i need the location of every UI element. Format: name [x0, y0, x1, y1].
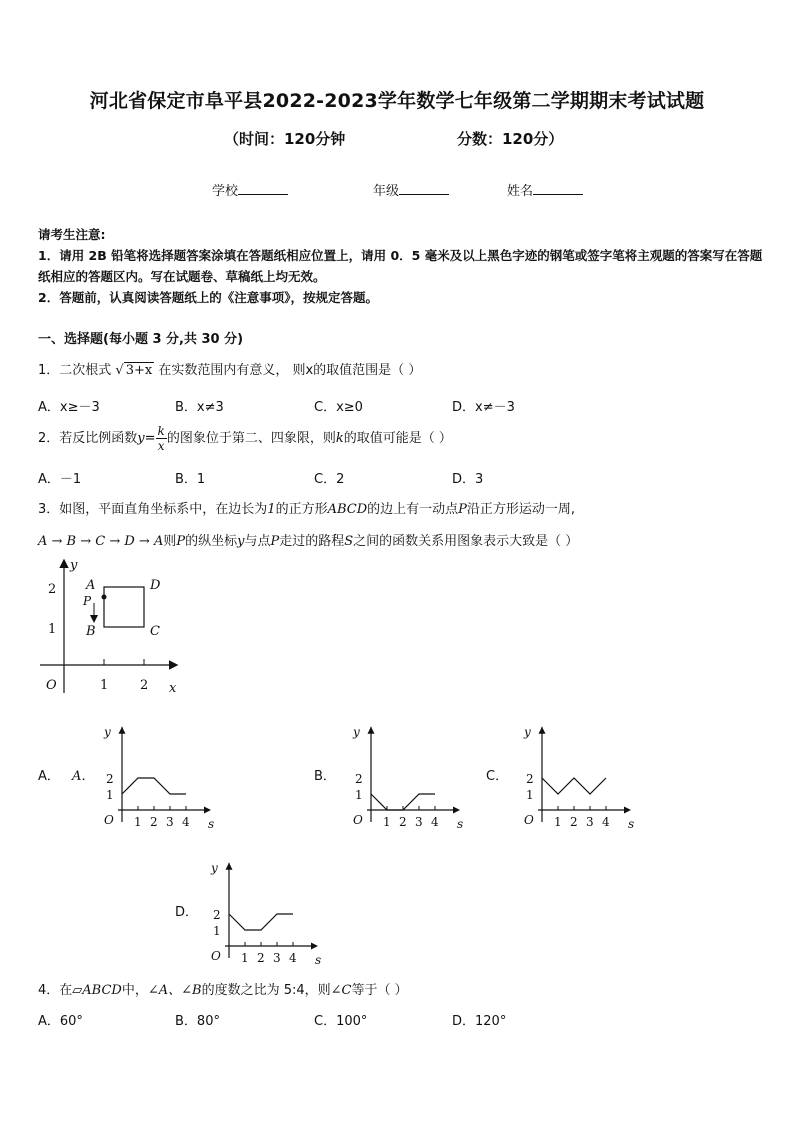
q3-option-a-extra: A． [72, 769, 95, 784]
q2-prefix: 2．若反比例函数 [38, 431, 138, 446]
q3-point-p-2: P [176, 534, 186, 549]
graph-y-tick-label-1: 1 [355, 788, 363, 802]
grade-blank[interactable] [399, 182, 449, 195]
exam-title: 河北省保定市阜平县2022-2023学年数学七年级第二学期期末考试试题 [89, 90, 705, 112]
exam-notes [38, 224, 764, 308]
s-axis-arrow [453, 807, 460, 814]
q1-option-d[interactable]: D．x≠－3 [452, 400, 515, 415]
graph-y-tick-label-2: 2 [526, 772, 534, 786]
question-3-line-2 [38, 530, 578, 549]
graph-s-label: s [457, 817, 464, 831]
grade-field[interactable] [373, 180, 449, 199]
q2-eq: = [144, 431, 156, 446]
square-abcd [104, 587, 144, 627]
graph-s-tick-label: 2 [150, 815, 158, 829]
label-b: B [86, 624, 96, 639]
q2-option-b[interactable]: B．1 [175, 472, 206, 487]
exam-time: （时间：120分钟 [224, 130, 346, 148]
graph-s-tick-label: 2 [257, 951, 265, 965]
x-tick-label-2: 2 [140, 678, 149, 693]
school-blank[interactable] [238, 182, 288, 195]
q4-mid-2: 的度数之比为 5:4，则 [201, 983, 331, 998]
graph-d[interactable] [205, 848, 335, 970]
notes-heading: 请考生注意: [38, 227, 106, 242]
graph-s-tick-label: 1 [241, 951, 249, 965]
q3-text-e: 的边上有一动点 [367, 502, 459, 517]
graph-s-tick-label: 4 [182, 815, 190, 829]
q4-option-a[interactable]: A．60° [38, 1014, 83, 1029]
q4-angle-c: ∠C [330, 983, 352, 998]
graph-s-tick-label: 1 [554, 815, 562, 829]
q4-prefix: 4．在 [38, 983, 73, 998]
notes-item-2: 2．答题前，认真阅读答题纸上的《注意事项》，按规定答题。 [38, 290, 378, 305]
graph-y-label: y [353, 725, 360, 739]
q1-option-c[interactable]: C．x≥0 [314, 400, 363, 415]
graph-y-label: y [104, 725, 111, 739]
question-1 [38, 359, 421, 378]
graph-origin-label: O [211, 949, 221, 963]
graph-origin-label: O [353, 813, 363, 827]
q1-prefix: 1．二次根式 [38, 363, 112, 378]
q2-option-d[interactable]: D．3 [452, 472, 484, 487]
q2-y: y [137, 431, 145, 446]
q2-mid: 的图象位于第二、四象限，则 [166, 431, 336, 446]
graph-b[interactable] [347, 712, 477, 834]
s-axis-arrow [311, 943, 318, 950]
q3-option-c[interactable]: C． [486, 769, 509, 784]
graph-y-label: y [524, 725, 531, 739]
graph-s-tick-label: 4 [602, 815, 610, 829]
q3-text-2j: 之间的函数关系用图象表示大致是（ ） [353, 534, 579, 549]
square-figure [34, 555, 194, 700]
graph-a[interactable] [98, 712, 228, 834]
q2-option-c[interactable]: C．2 [314, 472, 345, 487]
graph-y-tick-label-2: 2 [355, 772, 363, 786]
school-field[interactable] [212, 180, 288, 199]
graph-s-label: s [628, 817, 635, 831]
q4-mid-1: 中， [121, 983, 148, 998]
q4-suffix: 等于（ ） [351, 983, 408, 998]
graph-s-label: s [208, 817, 215, 831]
label-y-axis: y [70, 558, 78, 573]
s-axis-arrow [204, 807, 211, 814]
q3-option-a[interactable]: A． [38, 769, 60, 784]
x-tick-label-1: 1 [100, 678, 109, 693]
q3-text-2f: 与点 [244, 534, 271, 549]
label-d: D [150, 578, 161, 593]
q2-option-a[interactable]: A．－1 [38, 472, 82, 487]
graph-s-tick-label: 3 [415, 815, 423, 829]
s-axis-arrow [624, 807, 631, 814]
graph-curve [229, 914, 293, 930]
q3-point-p: P [458, 502, 467, 517]
q1-suffix: 在实数范围内有意义， 则x的取值范围是（ ） [158, 363, 422, 378]
exam-score: 分数：120分） [457, 130, 564, 148]
fraction-denominator: x [157, 439, 165, 453]
graph-s-tick-label: 1 [383, 815, 391, 829]
graph-c[interactable] [518, 712, 648, 834]
q3-text-c: 的正方形 [275, 502, 328, 517]
graph-s-tick-label: 4 [431, 815, 439, 829]
graph-y-tick-label-2: 2 [213, 908, 221, 922]
section-title: 一、选择题(每小题 3 分,共 30 分) [38, 332, 244, 347]
q3-text-2d: 的纵坐标 [185, 534, 238, 549]
graph-y-tick-label-1: 1 [526, 788, 534, 802]
q1-option-a[interactable]: A．x≥－3 [38, 400, 100, 415]
label-a: A [86, 578, 96, 593]
q3-y: y [237, 534, 245, 549]
q3-square-name: ABCD [327, 502, 368, 517]
graph-s-tick-label: 2 [570, 815, 578, 829]
q3-text-g: 沿正方形运动一周, [466, 502, 576, 517]
graph-y-tick-label-2: 2 [106, 772, 114, 786]
fraction-k-over-x [156, 424, 167, 453]
q1-option-b[interactable]: B．x≠3 [175, 400, 224, 415]
q3-text-2b: 则 [163, 534, 177, 549]
graph-s-tick-label: 3 [273, 951, 281, 965]
grade-label: 年级 [373, 184, 400, 199]
sqrt-expression: √ 3+x [115, 363, 153, 378]
q1-radicand: 3+x [125, 363, 153, 378]
label-x-axis: x [169, 681, 177, 696]
graph-s-tick-label: 1 [134, 815, 142, 829]
question-2 [38, 424, 452, 453]
q3-option-d[interactable]: D． [175, 905, 199, 920]
y-tick-label-2: 2 [48, 582, 57, 597]
label-c: C [150, 624, 160, 639]
notes-item-1: 1．请用 2B 铅笔将选择题答案涂填在答题纸相应位置上，请用 0．5 毫米及以上黑色字迹的钢笔或签字笔将主观题的答案写在答题纸相应的答题区内。写在试题卷、草稿纸上均无效。 [38, 248, 763, 284]
question-4 [38, 979, 408, 998]
question-3-line-1 [38, 498, 575, 517]
q3-point-p-3: P [270, 534, 280, 549]
graph-s-tick-label: 3 [586, 815, 594, 829]
q3-side-length: 1 [267, 502, 276, 517]
q2-k: k [335, 431, 344, 446]
graph-origin-label: O [104, 813, 114, 827]
q3-path: A → B → C → D → A [38, 534, 164, 549]
label-p: P [83, 594, 92, 608]
q2-suffix: 的取值可能是（ ） [343, 431, 452, 446]
graph-s-label: s [315, 953, 322, 967]
q3-s: S [344, 534, 354, 549]
q4-option-c[interactable]: C．100° [314, 1014, 368, 1029]
name-field[interactable] [507, 180, 583, 199]
q3-text-2h: 走过的路程 [279, 534, 345, 549]
graph-y-tick-label-1: 1 [106, 788, 114, 802]
name-blank[interactable] [533, 182, 583, 195]
graph-y-tick-label-1: 1 [213, 924, 221, 938]
graph-s-tick-label: 4 [289, 951, 297, 965]
graph-curve [122, 778, 186, 794]
q4-angles: ∠A、∠B [147, 983, 202, 998]
q3-option-b[interactable]: B． [314, 769, 336, 784]
graph-y-label: y [211, 861, 218, 875]
label-origin: O [46, 678, 57, 693]
fraction-numerator: k [157, 424, 165, 438]
point-p-dot [102, 595, 107, 600]
q4-option-d[interactable]: D．120° [452, 1014, 507, 1029]
q3-text-a: 3．如图，平面直角坐标系中，在边长为 [38, 502, 268, 517]
graph-s-tick-label: 3 [166, 815, 174, 829]
graph-curve [542, 778, 606, 794]
name-label: 姓名 [507, 184, 534, 199]
graph-s-tick-label: 2 [399, 815, 407, 829]
q4-option-b[interactable]: B．80° [175, 1014, 220, 1029]
graph-origin-label: O [524, 813, 534, 827]
school-label: 学校 [212, 184, 239, 199]
q4-parallelogram: ▱ABCD [72, 983, 122, 998]
y-tick-label-1: 1 [48, 622, 57, 637]
